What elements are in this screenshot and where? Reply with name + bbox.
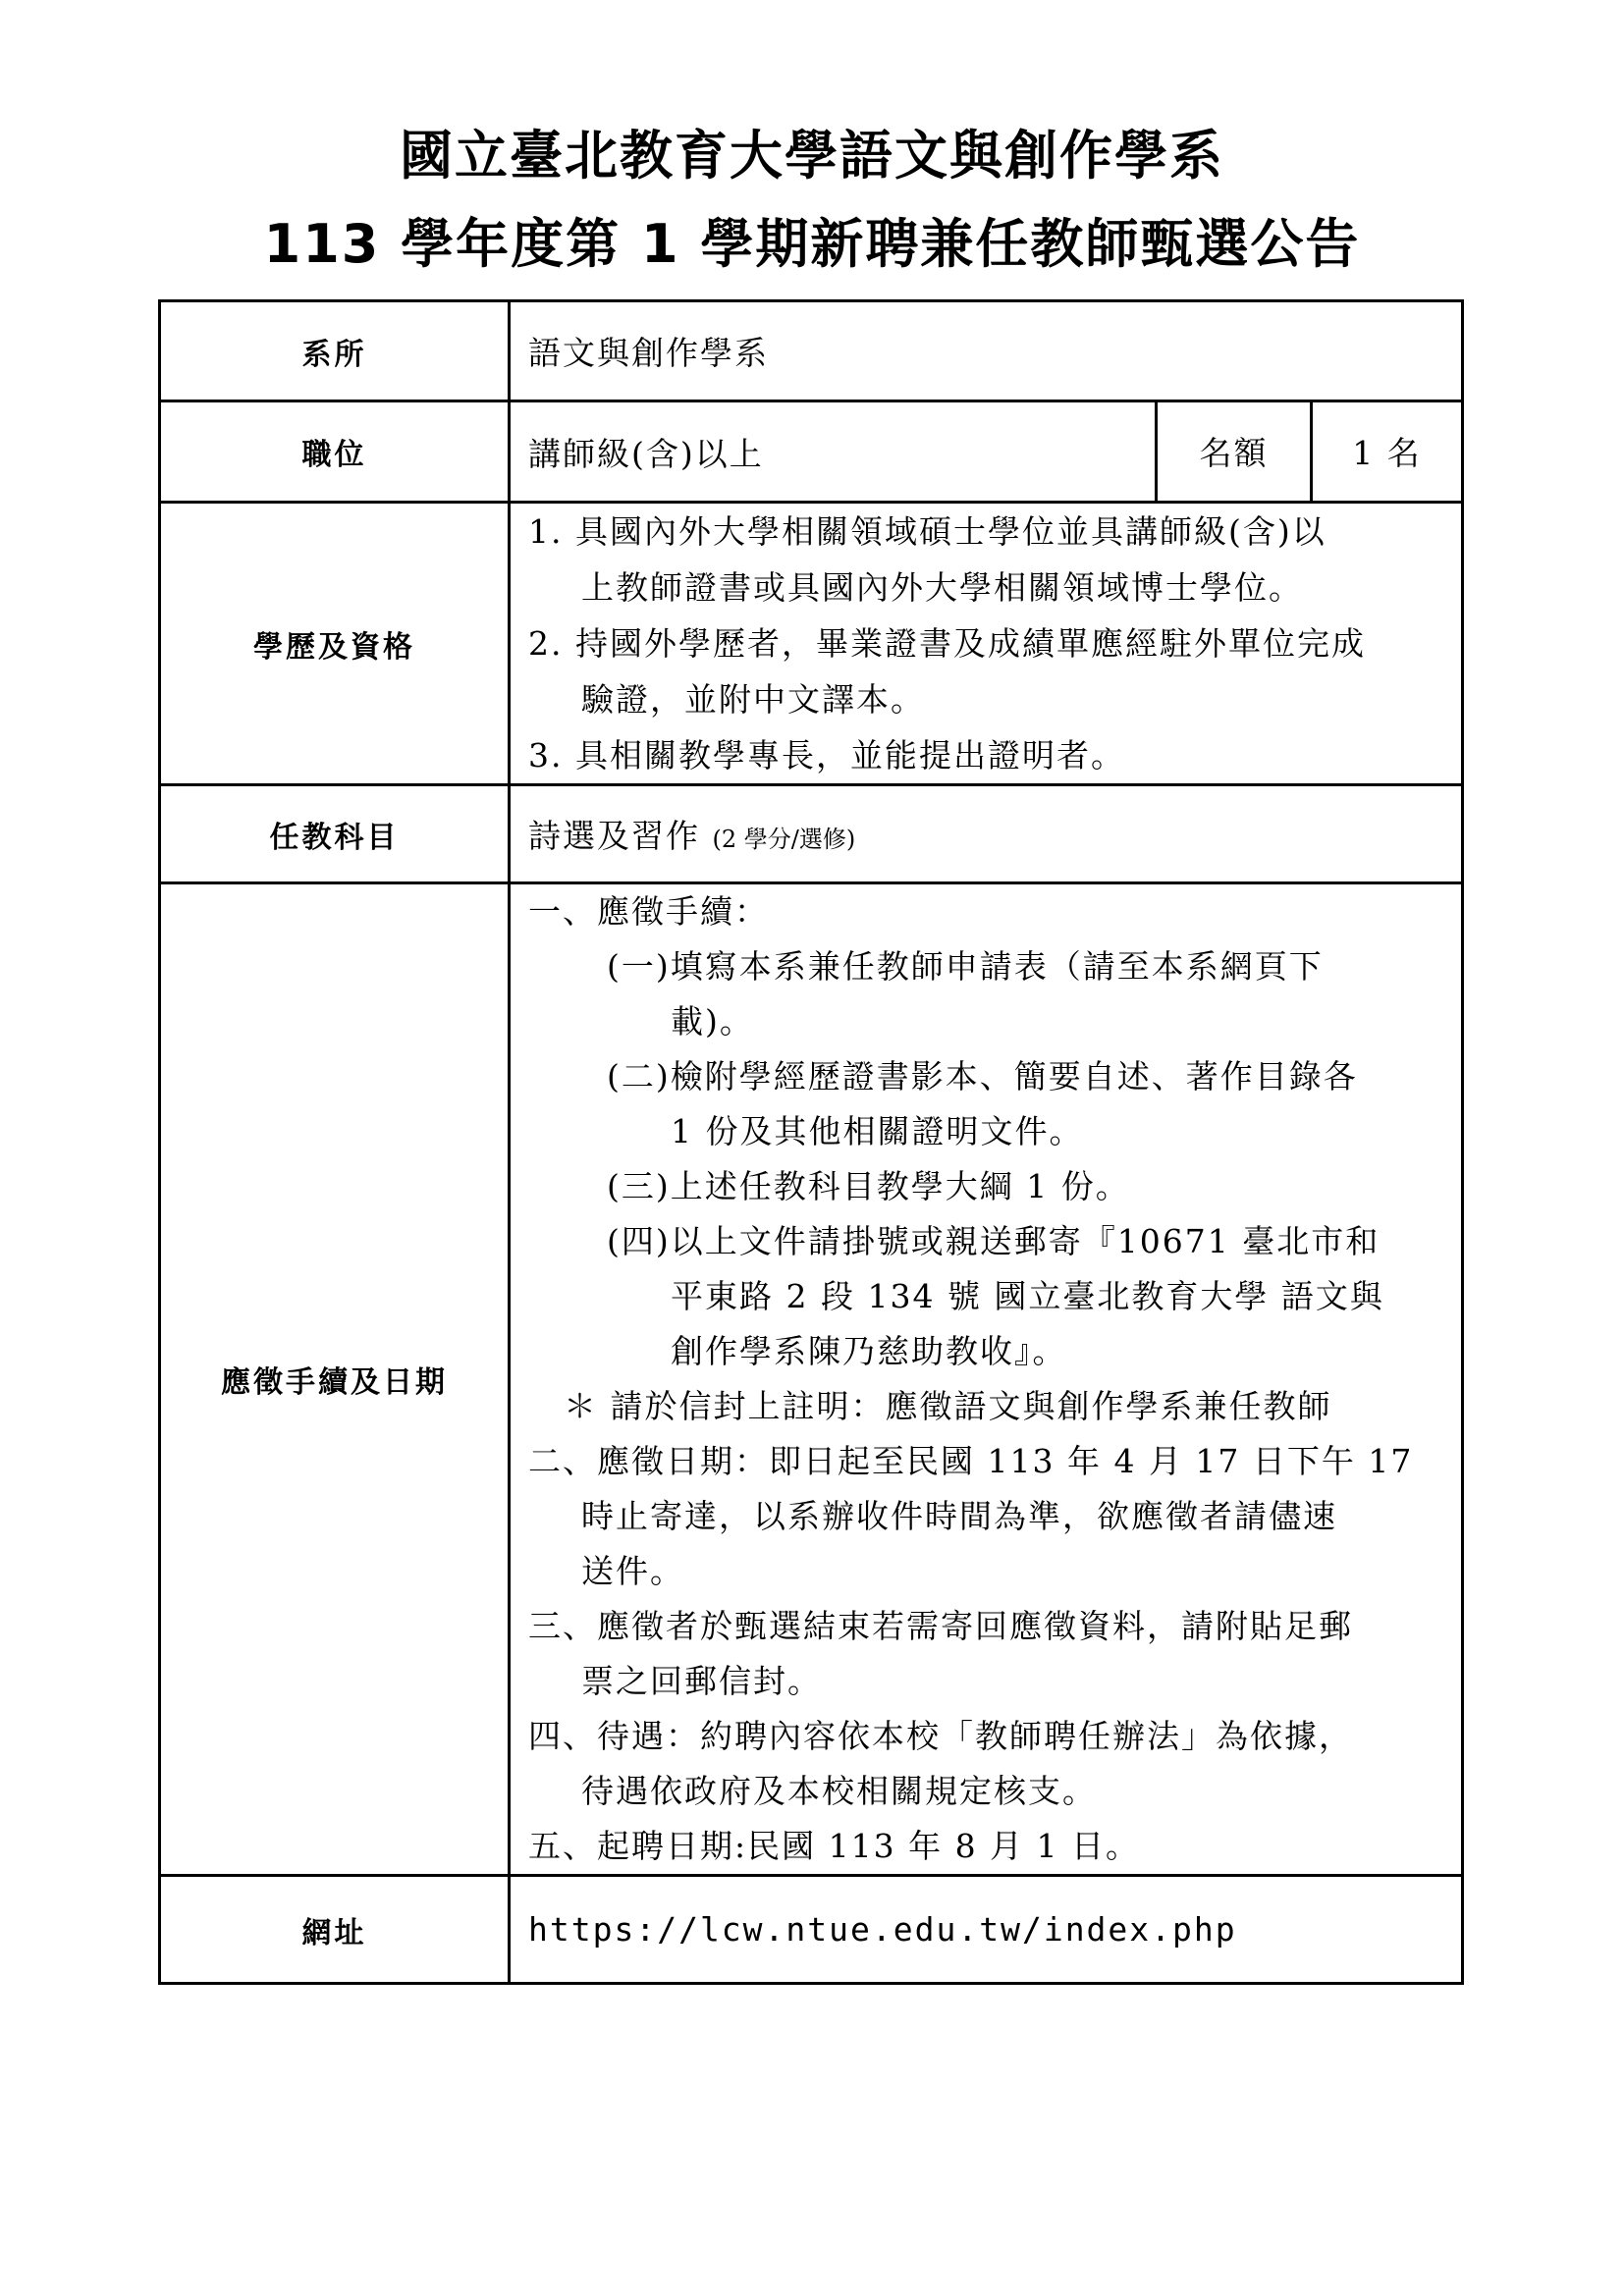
application-line: 票之回郵信封。 xyxy=(581,1662,822,1700)
application-line: 四、待遇：約聘內容依本校「教師聘任辦法」為依據， xyxy=(528,1717,1353,1755)
qualification-line: 上教師證書或具國內外大學相關領域博士學位。 xyxy=(581,568,1303,607)
quota-label: 名額 xyxy=(1157,401,1312,503)
application-row xyxy=(160,883,1463,1876)
subject-name: 詩選及習作 xyxy=(528,817,700,855)
application-label: 應徵手續及日期 xyxy=(160,883,510,1876)
application-line: (三)上述任教科目教學大綱 1 份。 xyxy=(607,1167,1130,1205)
application-line: 三、應徵者於甄選結束若需寄回應徵資料，請附貼足郵 xyxy=(528,1607,1353,1645)
application-line: 待遇依政府及本校相關規定核支。 xyxy=(581,1772,1097,1810)
website-label: 網址 xyxy=(160,1876,510,1984)
subject-row xyxy=(160,785,1463,883)
application-line: 二、應徵日期：即日起至民國 113 年 4 月 17 日下午 17 xyxy=(528,1442,1414,1480)
position-row xyxy=(160,401,1463,503)
department-row xyxy=(160,301,1463,401)
application-line: (一)填寫本系兼任教師申請表（請至本系網頁下 xyxy=(607,947,1324,986)
position-label: 職位 xyxy=(160,401,510,503)
application-line: 1 份及其他相關證明文件。 xyxy=(671,1112,1084,1150)
application-line: 送件。 xyxy=(581,1552,684,1590)
subject-label: 任教科目 xyxy=(160,785,510,883)
application-line: 創作學系陳乃慈助教收』。 xyxy=(671,1332,1067,1370)
quota-value: 1 名 xyxy=(1312,401,1463,503)
subject-value xyxy=(510,785,1463,883)
application-note: ＊ 請於信封上註明：應徵語文與創作學系兼任教師 xyxy=(564,1387,1332,1425)
application-line: 平東路 2 段 134 號 國立臺北教育大學 語文與 xyxy=(671,1277,1384,1315)
qualifications-list xyxy=(510,503,1463,785)
qualification-line: 1. 具國內外大學相關領域碩士學位並具講師級(含)以 xyxy=(528,512,1326,551)
application-line: (二)檢附學經歷證書影本、簡要自述、著作目錄各 xyxy=(607,1057,1358,1095)
qualifications-label: 學歷及資格 xyxy=(160,503,510,785)
notice-table xyxy=(158,299,1464,1985)
qualification-line: 3. 具相關教學專長，並能提出證明者。 xyxy=(528,736,1125,774)
department-value: 語文與創作學系 xyxy=(510,301,1463,401)
application-line: 一、應徵手續： xyxy=(528,892,769,931)
department-label: 系所 xyxy=(160,301,510,401)
application-line: 載)。 xyxy=(671,1002,754,1041)
application-line: 五、起聘日期:民國 113 年 8 月 1 日。 xyxy=(528,1827,1141,1865)
notice-title-line1: 國立臺北教育大學語文與創作學系 xyxy=(400,125,1224,187)
qualification-line: 驗證，並附中文譯本。 xyxy=(581,680,925,719)
notice-title-line2: 113 學年度第 1 學期新聘兼任教師甄選公告 xyxy=(263,213,1361,275)
position-value: 講師級(含)以上 xyxy=(510,401,1157,503)
application-line: 時止寄達，以系辦收件時間為準，欲應徵者請儘速 xyxy=(581,1497,1337,1535)
qualifications-row xyxy=(160,503,1463,785)
subject-detail: (2 學分/選修) xyxy=(712,826,856,853)
qualification-line: 2. 持國外學歷者，畢業證書及成績單應經駐外單位完成 xyxy=(528,624,1366,663)
application-line: (四)以上文件請掛號或親送郵寄『10671 臺北市和 xyxy=(607,1222,1380,1260)
application-list xyxy=(510,883,1463,1876)
website-row xyxy=(160,1876,1463,1984)
website-link[interactable]: https://lcw.ntue.edu.tw/index.php xyxy=(510,1876,1463,1984)
